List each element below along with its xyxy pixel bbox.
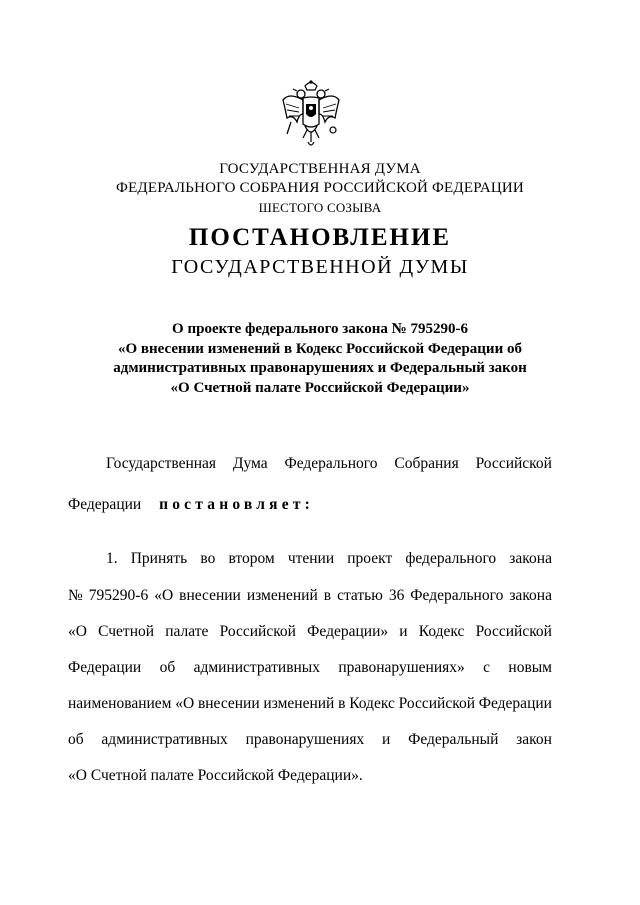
- clause-word: «О: [68, 623, 87, 640]
- preamble-word: Федерального: [284, 455, 378, 472]
- clause-word: изменений: [246, 587, 318, 604]
- clause-word: Российской: [219, 623, 296, 640]
- clause-word: «О: [154, 587, 174, 604]
- document-subtitle: ГОСУДАРСТВЕННОЙ ДУМЫ: [171, 256, 469, 278]
- clause-word: в: [323, 587, 332, 604]
- preamble-line2-start: Федерации: [68, 496, 142, 513]
- clause-word: Федерации: [68, 659, 142, 676]
- clause-word: чтении: [287, 550, 335, 567]
- issuer-line-1: ГОСУДАРСТВЕННАЯ ДУМА: [219, 161, 421, 177]
- clause-word: Федеральный: [408, 731, 499, 748]
- clause-word: Российской: [475, 623, 552, 640]
- clause-word: правонарушениях»: [338, 659, 465, 676]
- issuer-header: [0, 160, 640, 217]
- clause-word: Российской: [398, 695, 475, 712]
- coat-of-arms-emblem: [281, 78, 341, 152]
- clause1-line-7: «О Счетной палате Российской Федерации».: [68, 767, 363, 784]
- preamble-word: Российской: [475, 455, 552, 472]
- clause-word: об: [68, 731, 84, 748]
- clause-word: об: [159, 659, 176, 676]
- clause-word: Кодекс: [418, 623, 465, 640]
- clause-word: Федерации: [478, 695, 552, 712]
- clause1-line-1: [106, 550, 552, 570]
- clause-word: внесении: [179, 587, 241, 604]
- clause-word: втором: [228, 550, 275, 567]
- clause-word: №: [68, 587, 83, 604]
- clause-word: правонарушениях: [245, 731, 365, 748]
- clause-word: закон: [516, 731, 552, 748]
- subject-line-3: административных правонарушениях и Федеральный закон: [113, 360, 527, 376]
- issuer-line-2: ФЕДЕРАЛЬНОГО СОБРАНИЯ РОССИЙСКОЙ ФЕДЕРАЦИИ: [116, 180, 524, 196]
- document-title: [0, 224, 640, 252]
- preamble-line-1: [106, 455, 552, 475]
- clause1-line-2: [68, 587, 552, 607]
- clause-word: административных: [101, 731, 228, 748]
- clause-word: наименованием: [68, 695, 172, 712]
- clause-word: и: [399, 623, 408, 640]
- clause-word: Кодекс: [349, 695, 395, 712]
- clause-word: административных: [193, 659, 320, 676]
- clause-word: внесении: [197, 695, 260, 712]
- document-subtitle-block: [0, 256, 640, 279]
- clause-word: во: [200, 550, 216, 567]
- clause-word: Принять: [130, 550, 188, 567]
- clause-word: Федерального: [410, 587, 504, 604]
- decision-verb: постановляет:: [159, 496, 314, 513]
- clause-word: 36: [388, 587, 405, 604]
- subject-line-4: «О Счетной палате Российской Федерации»: [170, 379, 470, 396]
- subject-line-2: «О внесении изменений в Кодекс Российской Федерации об: [118, 340, 522, 357]
- clause-word: в: [338, 695, 346, 712]
- clause1-line-6: [68, 731, 552, 751]
- clause-word: 795290-6: [88, 587, 149, 604]
- clause-word: федерального: [405, 550, 497, 567]
- clause-word: проект: [347, 550, 393, 567]
- preamble-word: Государственная: [106, 455, 217, 472]
- preamble-word: Дума: [232, 455, 268, 472]
- clause1-line-5: [68, 695, 552, 715]
- clause-word: закона: [509, 550, 552, 567]
- clause-word: Федерации»: [307, 623, 389, 640]
- clause-word: Счетной: [98, 623, 155, 640]
- clause-word: изменений: [263, 695, 335, 712]
- clause-word: 1.: [106, 550, 118, 567]
- clause1-line-3: [68, 623, 552, 643]
- clause-word: «О: [175, 695, 195, 712]
- document-title-main: ПОСТАНОВЛЕНИЕ: [188, 224, 452, 251]
- clause-word: закона: [509, 587, 552, 604]
- preamble-word: Собрания: [394, 455, 459, 472]
- clause-word: и: [382, 731, 391, 748]
- clause-word: палате: [165, 623, 209, 640]
- issuer-line-3: ШЕСТОГО СОЗЫВА: [258, 200, 382, 215]
- clause1-line-4: [68, 659, 552, 679]
- clause-word: с: [483, 659, 491, 676]
- subject-line-1: О проекте федерального закона № 795290-6: [172, 321, 468, 337]
- resolution-subject: [80, 320, 560, 398]
- clause-word: новым: [508, 659, 552, 676]
- clause-word: статью: [337, 587, 383, 604]
- preamble-line-2: [68, 496, 314, 514]
